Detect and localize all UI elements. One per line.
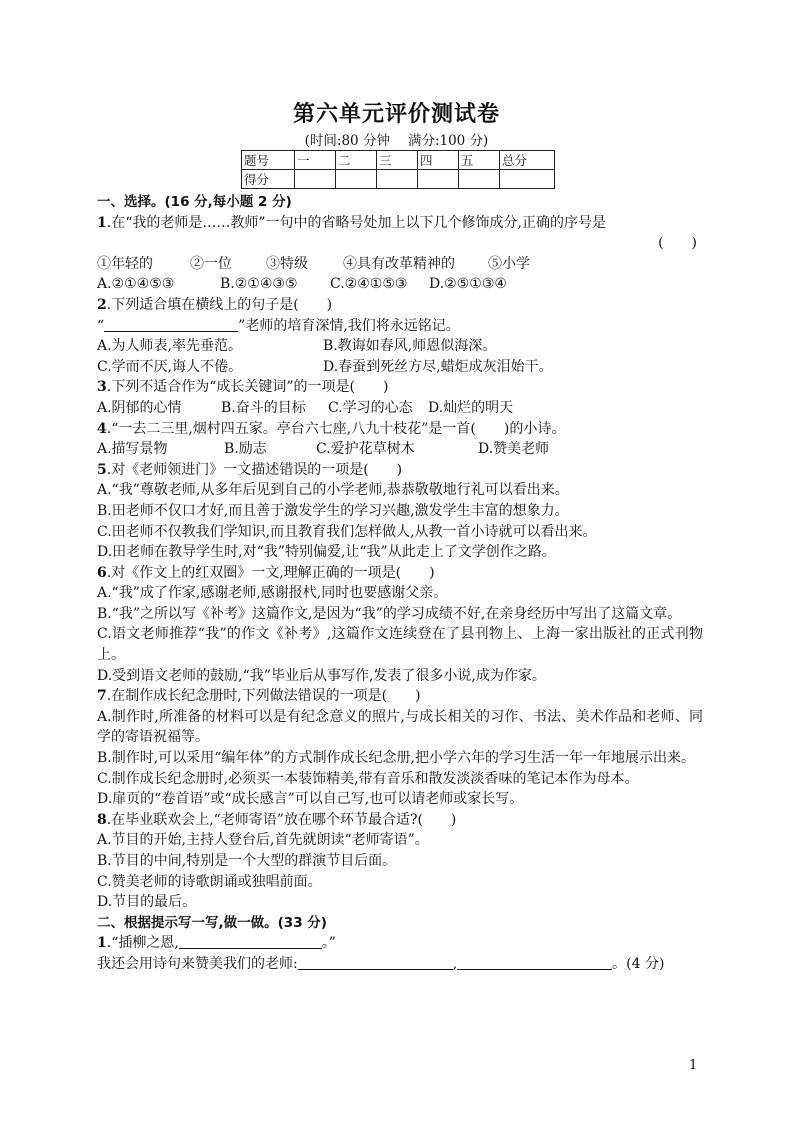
option: B.励志 [224, 441, 267, 458]
exam-content [97, 192, 703, 975]
page-subtitle [0, 129, 793, 149]
page-title: 第六单元评价测试卷 [292, 102, 500, 127]
q1-options [97, 274, 703, 295]
score-input-cell[interactable] [377, 170, 418, 189]
question-text: .“插柳之恩, [106, 935, 179, 952]
option: A.节目的开始,主持人登台后,首先就朗读“老师寄语”。 [97, 832, 429, 849]
option: A.“我”尊敬老师,从多年后见到自己的小学老师,恭恭敬敬地行礼可以看出来。 [97, 482, 569, 499]
question-text: 我还会用诗句来赞美我们的老师: [97, 955, 298, 972]
option: B.教诲如春风,师恩似海深。 [323, 338, 497, 355]
question-number: 4 [97, 420, 107, 437]
question-number: 2 [97, 296, 107, 313]
question-5 [97, 460, 703, 481]
question-1 [97, 213, 703, 234]
question-6 [97, 563, 703, 584]
score-table-cell: 四 [418, 151, 459, 170]
option: A.阴郁的心情 [97, 399, 182, 416]
page-number: 1 [689, 1058, 698, 1073]
option: D.田老师在教导学生时,对“我”特别偏爱,让“我”从此走上了文学创作之路。 [97, 544, 556, 561]
option: B.“我”之所以写《补考》这篇作文,是因为“我”的学习成绩不好,在亲身经历中写出了这篇文章。 [97, 605, 682, 622]
item: ②一位 [190, 255, 232, 272]
option: D.灿烂的明天 [428, 399, 514, 416]
q2-options-row1 [97, 336, 703, 357]
answer-paren: ( ) [658, 235, 697, 252]
option: D.受到语文老师的鼓励,“我”毕业后从事写作,发表了很多小说,成为作家。 [97, 667, 546, 684]
question-number: 1 [97, 214, 107, 231]
section-heading: 二、根据提示写一写,做一做。(33 分) [97, 914, 327, 931]
option: D.②⑤①③④ [429, 276, 507, 293]
score-table-cell: 得分 [242, 170, 295, 189]
question-3 [97, 377, 703, 398]
question-4 [97, 419, 703, 440]
question-text: .下列适合填在横线上的句子是( ) [106, 296, 333, 313]
option: A.②①④⑤③ [97, 276, 175, 293]
option: D.赞美老师 [478, 441, 550, 458]
item: ⑤小学 [488, 255, 530, 272]
score-table-cell: 总分 [500, 151, 555, 170]
option: C.田老师不仅教我们学知识,而且教育我们怎样做人,从教一首小诗就可以看出来。 [97, 523, 597, 540]
question-number: 7 [97, 688, 107, 705]
option: A.描写景物 [97, 441, 168, 458]
quote-open: “ [97, 317, 105, 334]
option: B.②①④③⑤ [220, 276, 298, 293]
option: A.为人师表,率先垂范。 [97, 338, 243, 355]
item: ③特级 [266, 255, 308, 272]
score-table [241, 150, 555, 189]
question-text: .在毕业联欢会上,“老师寄语”放在哪个环节最合适?( ) [106, 811, 457, 828]
question-text: .对《作文上的红双圈》一文,理解正确的一项是( ) [106, 564, 435, 581]
time-limit: (时间:80 分钟 [304, 133, 390, 149]
option: C.爱护花草树木 [316, 441, 415, 458]
score-table-cell: 五 [459, 151, 500, 170]
answer-blank[interactable] [179, 934, 322, 949]
q2-fill-line [97, 316, 703, 337]
question-text: .“一去二三里,烟村四五家。亭台六七座,八九十枝花”是一首( )的小诗。 [106, 420, 566, 437]
separator: , [452, 955, 458, 972]
option: B.节目的中间,特别是一个大型的群演节目后面。 [97, 853, 397, 869]
option: C.学习的心态 [328, 399, 413, 416]
score-input-cell[interactable] [418, 170, 459, 189]
section2-question-1-line2 [97, 954, 703, 975]
option: C.学而不厌,诲人不倦。 [97, 358, 243, 375]
score-table-cell: 三 [377, 151, 418, 170]
question-number: 6 [97, 564, 107, 581]
option: D.扉页的“卷首语”或“成长感言”可以自己写,也可以请老师或家长写。 [97, 791, 524, 808]
answer-blank[interactable] [104, 317, 238, 332]
option: A.“我”成了作家,感谢老师,感谢报杙,同时也要感谢父亲。 [97, 585, 448, 602]
option: B.田老师不仅口才好,而且善于激发学生的学习兴趣,激发学生丰富的想象力。 [97, 502, 569, 519]
score-table-cell: 题号 [242, 151, 295, 170]
option: C.制作成长纪念册时,必须买一本装饰精美,带有音乐和散发淡淡香味的笔记本作为母本。 [97, 770, 639, 787]
question-2 [97, 295, 703, 316]
section-heading: 一、选择。(16 分,每小题 2 分) [97, 194, 292, 210]
q2-options-row2 [97, 357, 703, 378]
question-text: .对《老师领进门》一文描述错误的一项是( ) [106, 461, 403, 478]
q1-items [97, 254, 703, 275]
option: C.语文老师推荐“我”的作文《补考》,这篇作文连续登在了县刊物上、上海一家出版社的正式刊物上。 [97, 626, 703, 664]
q3-options [97, 398, 703, 419]
question-8 [97, 810, 703, 831]
question-number: 3 [97, 379, 107, 396]
score-note: 。(4 分) [612, 955, 665, 972]
question-text: .下列不适合作为“成长关键词”的一项是( ) [106, 379, 389, 396]
option: D.节目的最后。 [97, 894, 197, 911]
score-table-score-row [242, 170, 555, 189]
option: D.春蚕到死丝方尽,蜡炬成灰泪始干。 [323, 358, 553, 375]
score-input-cell[interactable] [500, 170, 555, 189]
score-table-header-row [242, 151, 555, 170]
option: A.制作时,所准备的材料可以是有纪念意义的照片,与成长相关的习作、书法、美术作品和老师、同学的寄语祝福等。 [97, 708, 703, 746]
answer-blank[interactable] [298, 955, 453, 970]
sentence-suffix: ”老师的培育深情,我们将永远铭记。 [238, 317, 460, 334]
score-table-cell: 二 [336, 151, 377, 170]
quote-close: 。” [321, 935, 336, 952]
option: C.赞美老师的诗歌朗诵或独唱前面。 [97, 873, 322, 890]
full-score: 满分:100 分) [407, 133, 489, 149]
option: B.制作时,可以采用“编年体”的方式制作成长纪念册,把小学六年的学习生活一年一年地展示出来。 [97, 750, 695, 767]
option: B.奋斗的目标 [221, 399, 306, 416]
question-number: 5 [97, 461, 107, 478]
question-text: .在制作成长纪念册时,下列做法错误的一项是( ) [106, 688, 421, 705]
question-7 [97, 686, 703, 707]
option: C.②④①⑤③ [330, 276, 408, 293]
q4-options [97, 439, 703, 460]
score-input-cell[interactable] [459, 170, 500, 189]
section2-question-1 [97, 933, 703, 954]
answer-blank[interactable] [457, 955, 612, 970]
question-number: 1 [97, 935, 107, 952]
score-table-cell: 一 [295, 151, 336, 170]
question-text: .在“我的老师是……教师”一句中的省略号处加上以下几个修饰成分,正确的序号是 [106, 214, 606, 231]
score-input-cell[interactable] [295, 170, 336, 189]
item: ①年轻的 [97, 255, 153, 272]
score-input-cell[interactable] [336, 170, 377, 189]
item: ④具有改革精神的 [343, 255, 455, 272]
question-number: 8 [97, 811, 107, 828]
